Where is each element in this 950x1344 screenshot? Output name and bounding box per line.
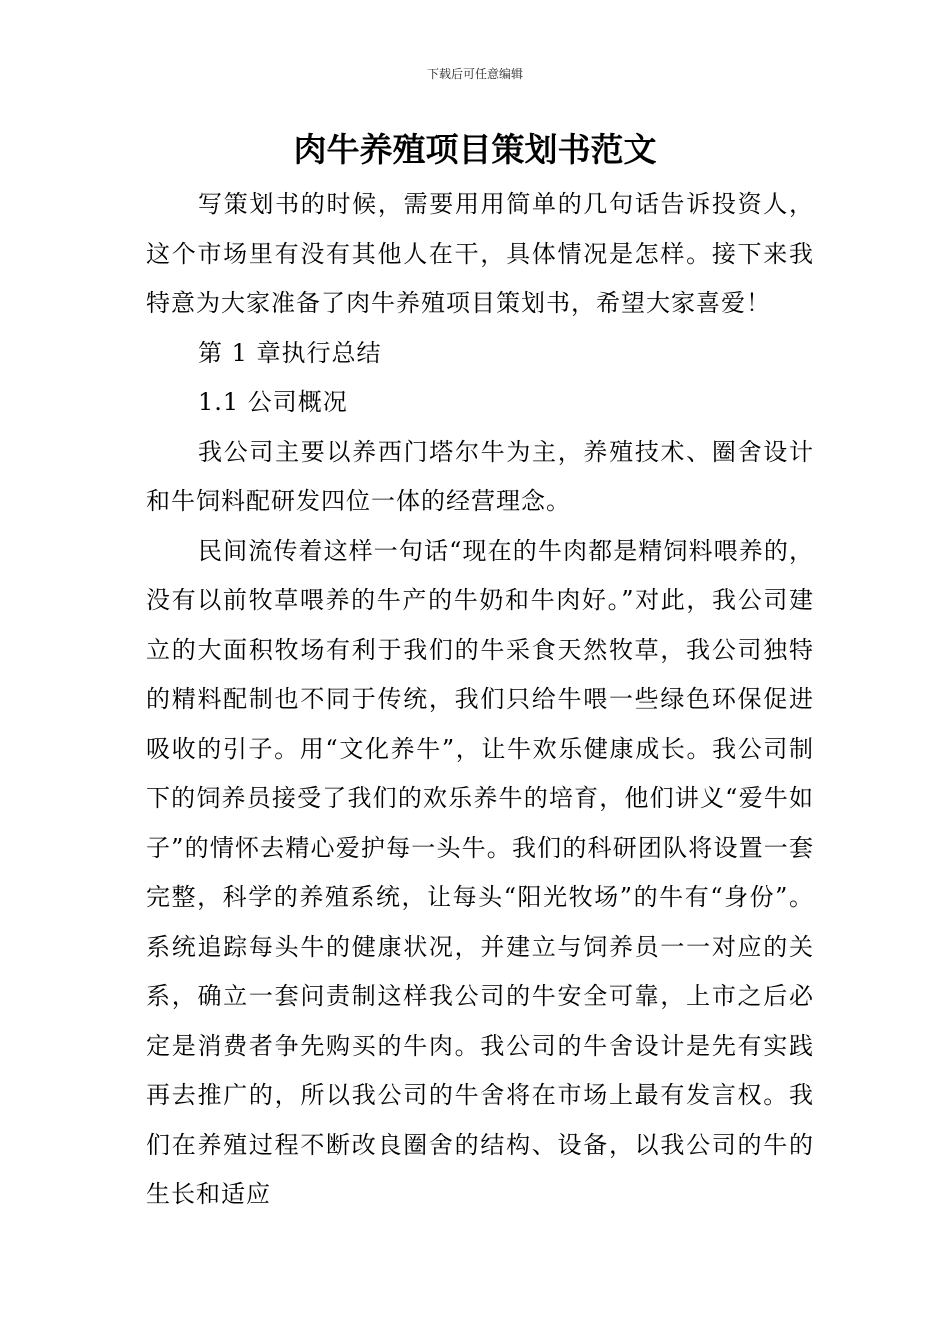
section-heading: 1.1 公司概况 [198,388,348,416]
document-title: 肉牛养殖项目策划书范文 [293,130,657,169]
document-body [146,180,814,1220]
intro-paragraph: 写策划书的时候，需要用用简单的几句话告诉投资人，这个市场里有没有其他人在干，具体情况是怎样。接下来我特意为大家准备了肉牛养殖项目策划书，希望大家喜爱！ [146,190,814,317]
business-description-paragraph: 民间流传着这样一句话“现在的牛肉都是精饲料喂养的，没有以前牧草喂养的牛产的牛奶和牛肉好。”对此，我公司建立的大面积牧场有利于我们的牛采食天然牧草，我公司独特的精料配制也不同于传统，我们只给牛喂一些绿色环保促进吸收的引子。用“文化养牛”，让牛欢乐健康成长。我公司制下的饲养员接受了我们的欢乐养牛的培育，他们讲义“爱牛如子”的情怀去精心爱护每一头牛。我们的科研团队将设置一套完整，科学的养殖系统，让每头“阳光牧场”的牛有“身份”。系统追踪每头牛的健康状况，并建立与饲养员一一对应的关系，确立一套问责制这样我公司的牛安全可靠，上市之后必定是消费者争先购买的牛肉。我公司的牛舍设计是先有实践再去推广的，所以我公司的牛舍将在市场上最有发言权。我们在养殖过程不断改良圈舍的结构、设备，以我公司的牛的生长和适应 [146,536,814,1208]
company-overview-paragraph: 我公司主要以养西门塔尔牛为主，养殖技术、圈舍设计和牛饲料配研发四位一体的经营理念。 [146,437,814,515]
page-header-note: 下载后可任意编辑 [426,67,523,81]
chapter-heading: 第 1 章执行总结 [198,338,382,367]
